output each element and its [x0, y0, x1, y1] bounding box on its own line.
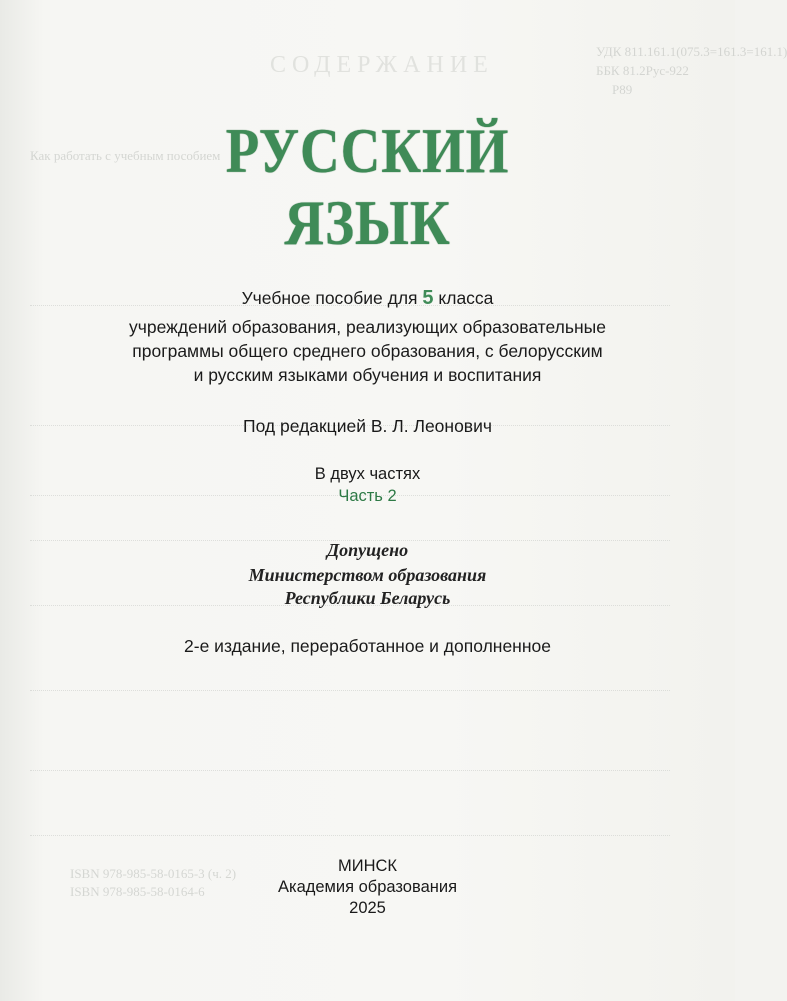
description-line-2: учреждений образования, реализующих образовательные: [129, 317, 606, 337]
description-line-4: и русским языками обучения и воспитания: [193, 365, 542, 385]
bleed-isbn-1: ISBN 978-985-58-0165-3 (ч. 2): [70, 866, 237, 881]
bleed-isbn-2: ISBN 978-985-58-0164-6: [70, 884, 205, 899]
publisher-name: Академия образования: [277, 878, 458, 896]
book-title-line-2: ЯЗЫК: [284, 187, 451, 258]
bleed-code: Р89: [612, 82, 633, 97]
description-line-3: программы общего среднего образования, с белорусским: [132, 341, 603, 361]
bleed-bbk: ББК 81.2Рус-922: [596, 63, 689, 78]
publication-year: 2025: [349, 899, 386, 917]
bleed-toc-line: Как работать с учебным пособием: [30, 148, 221, 163]
approval-line-3: Республики Беларусь: [284, 588, 451, 608]
bleed-contents-heading: СОДЕРЖАНИЕ: [270, 52, 494, 78]
bleed-rule: [30, 690, 670, 692]
bleed-rule: [30, 770, 670, 772]
editor-credit: Под редакцией В. Л. Леонович: [243, 416, 492, 436]
publisher-city: МИНСК: [337, 857, 398, 875]
edition-note: 2-е издание, переработанное и дополненное: [184, 636, 551, 656]
book-title-line-1: РУССКИЙ: [225, 115, 510, 186]
bleed-rule: [30, 835, 670, 837]
description-line-1: [0, 287, 735, 310]
approval-line-1: Допущено: [326, 540, 409, 560]
grade-number: 5: [422, 287, 434, 309]
description-prefix: Учебное пособие для: [241, 288, 423, 308]
bleed-udk: УДК 811.161.1(075.3=161.3=161.1): [596, 44, 787, 59]
description-suffix: класса: [433, 288, 494, 308]
approval-line-2: Министерством образования: [248, 565, 487, 585]
current-part: Часть 2: [338, 487, 397, 505]
parts-count: В двух частях: [314, 465, 421, 483]
